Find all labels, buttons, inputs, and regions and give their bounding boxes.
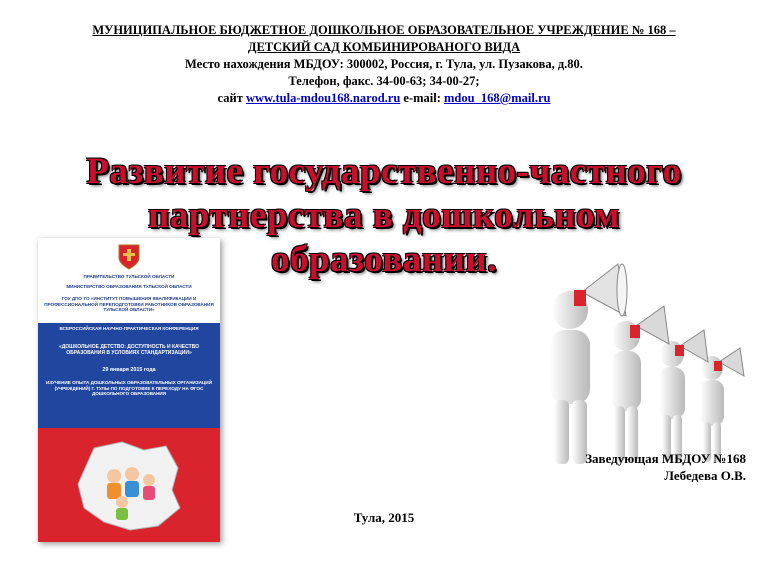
institution-header (20, 22, 748, 107)
coat-of-arms-icon (118, 244, 140, 270)
cover-org-1: ПРАВИТЕЛЬСТВО ТУЛЬСКОЙ ОБЛАСТИ (83, 274, 175, 279)
signature-position: Заведующая МБДОУ №168 (585, 451, 746, 466)
header-line-1: МУНИЦИПАЛЬНОЕ БЮДЖЕТНОЕ ДОШКОЛЬНОЕ ОБРАЗОВАТЕЛЬНОЕ УЧРЕЖДЕНИЕ № 168 – (92, 23, 676, 37)
cover-org-2: МИНИСТЕРСТВО ОБРАЗОВАНИЯ ТУЛЬСКОЙ ОБЛАСТИ (66, 284, 192, 289)
cover-org-3: ГОУ ДПО ТО «ИНСТИТУТ ПОВЫШЕНИЯ КВАЛИФИКАЦИИ И ПРОФЕССИОНАЛЬНОЙ ПЕРЕПОДГОТОВКИ РАБОТНИКОВ ОБРАЗОВАНИЯ ТУЛЬСКОЙ ОБЛАСТИ» (44, 296, 214, 313)
cover-blue-band (38, 323, 220, 428)
cover-conference: ВСЕРОССИЙСКАЯ НАУЧНО-ПРАКТИЧЕСКАЯ КОНФЕРЕНЦИЯ (59, 326, 199, 331)
header-phone: Телефон, факс. 34-00-63; 34-00-27; (288, 74, 480, 88)
signature-name: Лебедева О.В. (664, 468, 746, 483)
email-label: e-mail: (403, 91, 441, 105)
site-label: сайт (217, 91, 243, 105)
header-contacts (20, 90, 748, 107)
header-line-2: ДЕТСКИЙ САД КОМБИНИРОВАНОГО ВИДА (247, 40, 521, 54)
site-link[interactable]: www.tula-mdou168.narod.ru (245, 91, 401, 105)
city-year: Тула, 2015 (353, 510, 415, 525)
title-line-3: образовании. (271, 239, 497, 280)
megaphone-people-illustration (500, 250, 748, 470)
email-link[interactable]: mdou_168@mail.ru (444, 91, 551, 105)
signature-block (585, 450, 746, 484)
header-address: Место нахождения МБДОУ: 300002, Россия, г. Тула, ул. Пузакова, д.80. (185, 57, 583, 71)
figure-4 (700, 348, 744, 462)
title-line-1: Развитие государственно-частного (86, 151, 682, 192)
cover-date: 29 января 2015 года (102, 367, 156, 373)
conference-booklet-cover (38, 238, 220, 542)
cover-theme: «ДОШКОЛЬНОЕ ДЕТСТВО: ДОСТУПНОСТЬ И КАЧЕСТВО ОБРАЗОВАНИЯ В УСЛОВИЯХ СТАНДАРТИЗАЦИИ» (58, 344, 200, 357)
title-line-2: партнерства в дошкольном (148, 195, 620, 236)
cover-study: ИЗУЧЕНИЕ ОПЫТА ДОШКОЛЬНЫХ ОБРАЗОВАТЕЛЬНЫХ ОРГАНИЗАЦИЙ (УЧРЕЖДЕНИЙ) Г. ТУЛЫ ПО ПОДГОТОВКЕ К ПЕРЕХОДУ НА ФГОС ДОШКОЛЬНОГО ОБРАЗОВАНИЯ (45, 380, 212, 397)
